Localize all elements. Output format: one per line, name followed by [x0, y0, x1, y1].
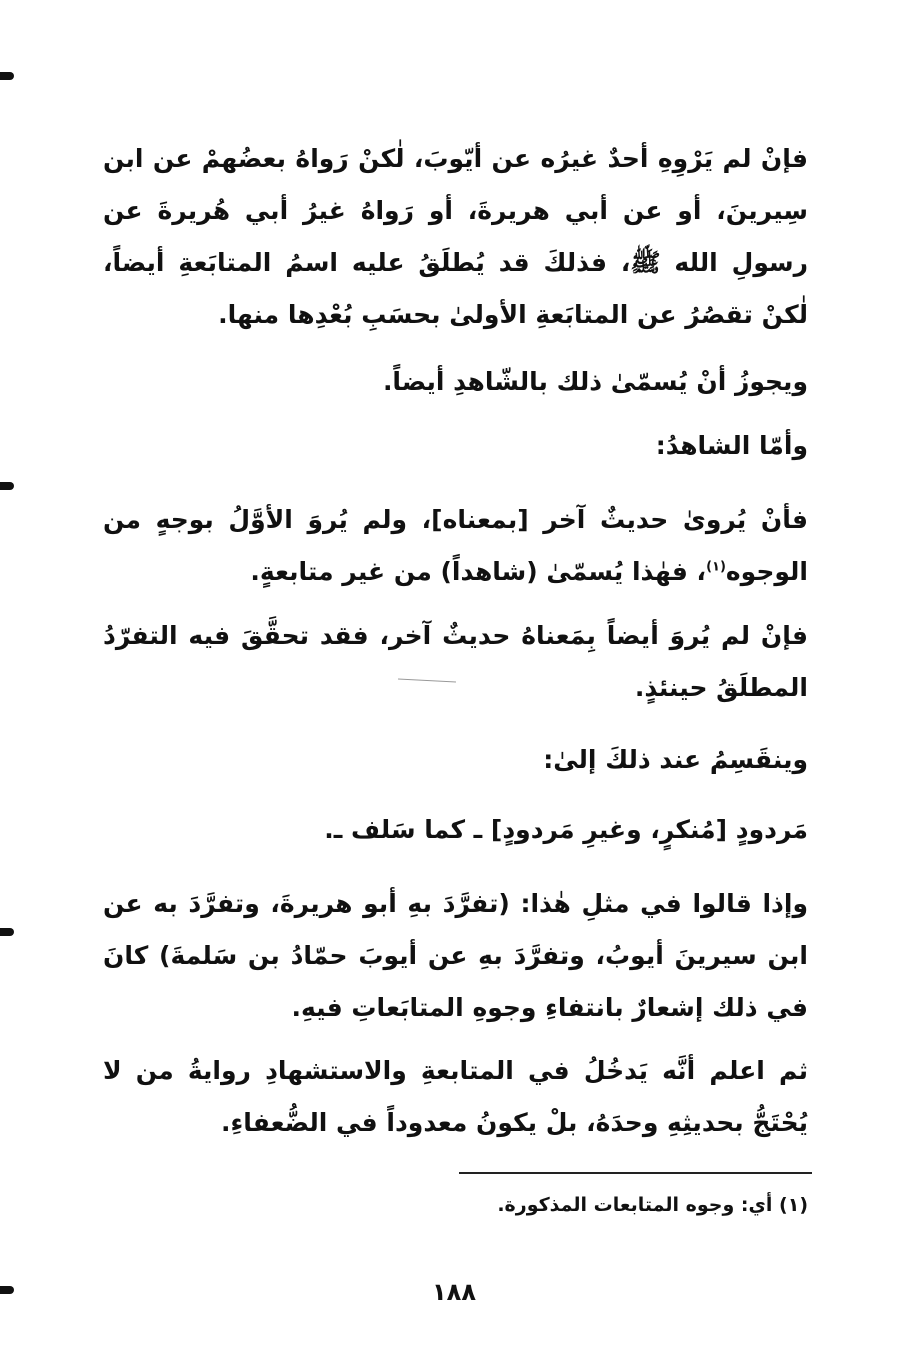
paragraph-3-tail: ، فهٰذا يُسمّىٰ (شاهداً) من غير متابعةٍ.: [250, 557, 707, 586]
footnote: (١) أي: وجوه المتابعات المذكورة.: [497, 1194, 808, 1216]
paragraph-2: [103, 356, 808, 408]
paragraph-7: [103, 878, 808, 1034]
paragraph-6-text: مَردودٍ [مُنكرٍ، وغيرِ مَردودٍ] ـ كما سَلف ـ.: [324, 815, 808, 844]
section-heading: [103, 420, 808, 472]
paragraph-8: [103, 1045, 808, 1149]
scan-edge-mark: [0, 1286, 14, 1294]
paragraph-3-body: فأنْ يُروىٰ حديثٌ آخر [بمعناه]، ولم يُروَ الأوَّلُ بوجهٍ من الوجوه: [103, 505, 808, 586]
paragraph-8-text: ثم اعلم أنَّه يَدخُلُ في المتابعةِ والاستشهادِ روايةُ من لا يُحْتَجُّ بحديثِهِ وحدَهُ، بلْ يكونُ معدوداً في الضُّعفاءِ.: [103, 1056, 808, 1137]
paragraph-5: [103, 734, 808, 786]
paragraph-4: [103, 610, 808, 714]
footnote-reference[interactable]: (١): [706, 559, 726, 575]
paragraph-4-text: فإنْ لم يُروَ أيضاً بِمَعناهُ حديثٌ آخر، فقد تحقَّقَ فيه التفرّدُ المطلَقُ حينئذٍ.: [103, 621, 808, 702]
scan-edge-mark: [0, 928, 14, 936]
paragraph-3-text: [103, 494, 808, 598]
scan-edge-mark: [0, 482, 14, 490]
paragraph-2-text: ويجوزُ أنْ يُسمّىٰ ذلك بالشّاهدِ أيضاً.: [382, 367, 808, 396]
paragraph-1-text: فإنْ لم يَرْوِهِ أحدٌ غيرُه عن أيّوبَ، لٰكنْ رَواهُ بعضُهمْ عن ابن سِيرينَ، أو عن أبي هريرةَ، أو رَواهُ غيرُ أبي هُريرةَ عن رسولِ الله ﷺ، فذلكَ قد يُطلَقُ عليه اسمُ المتابَعةِ أيضاً، لٰكنْ تقصُرُ عن المتابَعةِ الأولىٰ بحسَبِ بُعْدِها منها.: [103, 144, 808, 329]
footnote-divider: [459, 1172, 812, 1174]
scan-edge-mark: [0, 72, 14, 80]
page-number: ١٨٨: [432, 1278, 476, 1306]
paragraph-7-text: وإذا قالوا في مثلِ هٰذا: (تفرَّدَ بهِ أبو هريرةَ، وتفرَّدَ به عن ابن سيرينَ أيوبُ، وتفرَّدَ بهِ عن أيوبَ حمّادُ بن سَلمةَ) كانَ في ذلك إشعارٌ بانتفاءِ وجوهِ المتابَعاتِ فيهِ.: [103, 889, 808, 1022]
paragraph-5-text: وينقَسِمُ عند ذلكَ إلىٰ:: [543, 745, 808, 774]
paragraph-6: [103, 804, 808, 856]
paragraph-1: [103, 133, 808, 341]
paragraph-3: [103, 494, 808, 598]
section-heading-text: وأمّا الشاهدُ:: [655, 431, 808, 460]
